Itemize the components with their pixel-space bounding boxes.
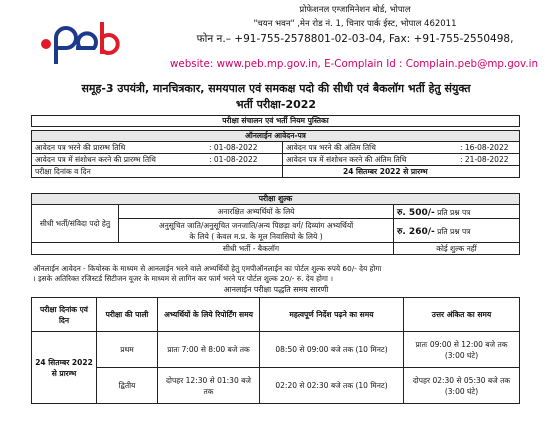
exam-date: 24 सितम्बर 2022 से प्रारम्भ [283, 166, 520, 178]
reserved-label-cell [119, 219, 394, 243]
col-reporting: अभ्यर्थियों के लिये रिपोर्टिंग समय [158, 298, 260, 332]
end-date-label: आवेदन पत्र भरने की अंतिम तिथि [283, 142, 458, 154]
col-answer-time: उत्तर अंकित का समय [404, 298, 520, 332]
online-form-table [31, 130, 520, 178]
backlog-fee: कोई शुल्क नहीं [394, 243, 520, 255]
backlog-label: सीधी भर्ती - बैकलॉग [32, 243, 394, 255]
reserved-amount: रु. 260/- [397, 227, 435, 237]
edit-start-date: : 01-08-2022 [206, 154, 283, 166]
instructions-2: 02:20 से 02:30 बजे तक (10 मिनट) [260, 368, 404, 404]
rules-heading: परीक्षा संचालन एवं भर्ती नियम पुस्तिका [32, 116, 520, 127]
reporting-2: दोपहर 12:30 से 01:30 बजे तक [158, 368, 260, 404]
instructions-1: 08:50 से 09:00 बजे तक (10 मिनट) [260, 332, 404, 368]
edit-end-label: आवेदन पत्र में संशोधन करने की अंतिम तिथि [283, 154, 458, 166]
peb-logo [36, 14, 122, 70]
start-date-label: आवेदन पत्र भरने की प्रारम्भ तिथि [32, 142, 207, 154]
edit-end-date: : 21-08-2022 [457, 154, 520, 166]
reserved-label-2: के लिये ( केवल म.प्र. के मूल निवासियो के लिये ) [189, 231, 323, 241]
notice-subtitle: भर्ती परीक्षा-2022 [235, 98, 317, 111]
per-paper-label: प्रति प्रश्न पत्र [437, 208, 471, 217]
reserved-fee-cell [394, 219, 520, 243]
website-line[interactable]: website: www.peb.mp.gov.in, E-Complain Id : Complain.peb@mp.gov.in [170, 58, 538, 70]
schedule-date: 24 सितम्बर 2022 से प्रारम्भ [32, 332, 97, 404]
portal-fee-note-2: । इसके अतिरिक्त रजिस्टर्ड सिटीजन यूजर के माध्यम से लागिन कर फार्म भरने पर पोर्टल शुल्क 20/- रु. देय होगा । [33, 274, 334, 283]
fee-heading: परीक्षा शुल्क [32, 194, 520, 205]
unreserved-amount: रु. 500/- [397, 208, 435, 218]
portal-fee-note-1: ऑनलाईन आवेदन - कियोस्क के माध्यम से आनलाईन भरने वाले अभ्यर्थियों हेतु एमपीऑनलाईन का पोर्टल शुल्क रुपये 60/- देय होगा [33, 264, 382, 273]
answer-2: दोपहर 02:30 से 05:30 बजे तक (3:00 घंटे) [404, 368, 520, 404]
reserved-label-1: अनुसूचित जाति/अनुसूचित जनजाति/अन्य पिछड़ा वर्ग/ दिव्यांग अभ्यर्थियों [158, 220, 354, 230]
shift-1: प्रथम [97, 332, 158, 368]
org-phone: फोन न.– +91-755-2578801-02-03-04, Fax: +91-755-2550498, [196, 33, 514, 45]
end-date: : 16-08-2022 [457, 142, 520, 154]
fee-category: सीधी भर्ती/संविदा पदो हेतु [32, 205, 119, 243]
reporting-1: प्रातः 7:00 से 8:00 बजे तक [158, 332, 260, 368]
col-exam-date: परीक्षा दिनांक एवं दिन [32, 298, 97, 332]
col-instructions: महत्वपूर्ण निर्देश पढ़ने का समय [260, 298, 404, 332]
logo-dot-icon [41, 39, 51, 49]
exam-date-label: परीक्षा दिनांक व दिन [32, 166, 283, 178]
schedule-heading: आनलाईन परीक्षा पद्धति समय सारणी [223, 285, 329, 294]
shift-2: द्वितीय [97, 368, 158, 404]
unreserved-label: अनारक्षित अभ्यर्थियों के लिये [119, 205, 394, 219]
schedule-table [31, 297, 520, 404]
rules-heading-table [31, 115, 520, 127]
unreserved-fee-cell [394, 205, 520, 219]
org-address: "चयन भवन" ,मेन रोड नं. 1, चिनार पार्क ईस्ट, भोपाल 462011 [253, 19, 457, 29]
online-form-heading: ऑनलाईन आवेदन-पत्र [32, 131, 520, 142]
notice-title: समूह-3 उपयंत्री, मानचित्रकार, समयपाल एवं समकक्ष पदो की सीधी एवं बैकलॉग भर्ती हेतु संयुक्त [81, 82, 471, 95]
per-paper-label-2: प्रति प्रश्न पत्र [437, 227, 471, 236]
edit-start-label: आवेदन पत्र में संशोधन करने की प्रारम्भ तिथि [32, 154, 207, 166]
start-date: : 01-08-2022 [206, 142, 283, 154]
org-name: प्रोफेशनल एग्जामिनेशन बोर्ड, भोपाल [299, 5, 411, 15]
answer-1: प्रातः 09:00 से 12:00 बजे तक (3:00 घंटे) [404, 332, 520, 368]
col-shift: परीक्षा की पाली [97, 298, 158, 332]
fee-table [31, 193, 520, 255]
